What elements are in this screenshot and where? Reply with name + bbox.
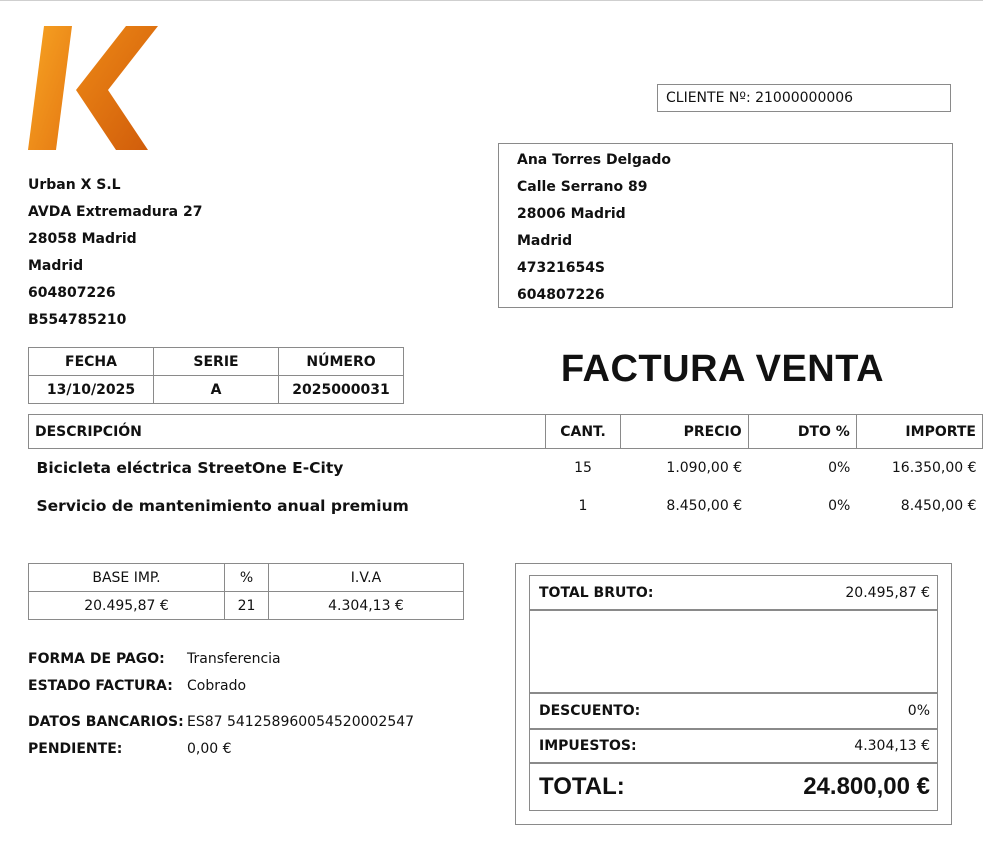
items-header-quantity: CANT. <box>546 415 621 449</box>
tax-header-vat: I.V.A <box>269 564 464 592</box>
table-row <box>29 487 983 525</box>
discount-row <box>529 694 938 728</box>
seller-name: Urban X S.L <box>28 177 121 193</box>
payment-method: Transferencia <box>187 651 281 667</box>
tax-header-rate: % <box>225 564 269 592</box>
item-description: Bicicleta eléctrica StreetOne E-City <box>36 459 344 477</box>
grand-total-row <box>529 765 938 809</box>
meta-date: 13/10/2025 <box>29 376 154 404</box>
meta-header-number: NÚMERO <box>279 348 404 376</box>
item-price: 1.090,00 € <box>666 460 743 476</box>
item-quantity: 1 <box>578 498 588 514</box>
bank-details: ES87 54125896005452000254​7 <box>187 714 415 730</box>
items-header-price: PRECIO <box>620 415 748 449</box>
top-border <box>0 0 983 1</box>
invoice-meta-table <box>28 347 404 404</box>
meta-header-date: FECHA <box>29 348 154 376</box>
total-gross-row <box>529 577 938 609</box>
item-amount: 16.350,00 € <box>891 460 977 476</box>
document-title: FACTURA VENTA <box>560 348 885 390</box>
seller-address: AVDA Extremadura 27 <box>28 204 203 220</box>
tax-rate: 21 <box>225 592 269 620</box>
grand-total: 24.800,00 € <box>803 773 930 800</box>
seller-postal-city: 28058 Madrid <box>28 231 137 247</box>
customer-address: Calle Serrano 89 <box>517 179 648 195</box>
items-header-discount: DTO % <box>748 415 856 449</box>
items-header-amount: IMPORTE <box>856 415 982 449</box>
payment-method-row <box>28 651 281 667</box>
table-row <box>29 449 983 488</box>
taxes-row <box>529 730 938 762</box>
divider <box>529 609 938 611</box>
invoice-status-label: ESTADO FACTURA: <box>28 678 173 694</box>
customer-tax-id: 47321654S <box>517 260 606 276</box>
discount-label: DESCUENTO: <box>539 703 641 719</box>
invoice-status: Cobrado <box>187 678 247 694</box>
seller-phone: 604807226 <box>28 285 116 301</box>
k-logo-icon <box>26 24 160 152</box>
seller-info <box>28 172 202 334</box>
meta-series: A <box>154 376 279 404</box>
bank-details-row <box>28 714 414 730</box>
item-discount: 0% <box>828 460 851 476</box>
client-number: CLIENTE Nº: 21000000006 <box>657 84 951 112</box>
customer-info <box>498 143 953 308</box>
item-discount: 0% <box>828 498 851 514</box>
pending-amount: 0,00 € <box>187 741 232 757</box>
payment-method-label: FORMA DE PAGO: <box>28 651 165 667</box>
items-header-description: DESCRIPCIÓN <box>29 415 546 449</box>
grand-total-label: TOTAL: <box>539 773 625 800</box>
total-gross-label: TOTAL BRUTO: <box>539 585 654 601</box>
tax-table <box>28 563 464 620</box>
seller-tax-id: B554785210 <box>28 312 127 328</box>
item-price: 8.450,00 € <box>666 498 743 514</box>
meta-number: 2025000031 <box>279 376 404 404</box>
bank-details-label: DATOS BANCARIOS: <box>28 714 184 730</box>
divider <box>529 762 938 764</box>
items-table <box>28 414 983 525</box>
pending-label: PENDIENTE: <box>28 741 123 757</box>
tax-base: 20.495,87 € <box>29 592 225 620</box>
total-gross: 20.495,87 € <box>845 585 930 601</box>
customer-name: Ana Torres Delgado <box>517 152 671 168</box>
customer-postal-city: 28006 Madrid <box>517 206 626 222</box>
discount-value: 0% <box>907 703 930 719</box>
customer-phone: 604807226 <box>517 287 605 303</box>
seller-province: Madrid <box>28 258 84 274</box>
pending-row <box>28 741 232 757</box>
customer-province: Madrid <box>517 233 573 249</box>
taxes-value: 4.304,13 € <box>854 738 930 754</box>
tax-header-base: BASE IMP. <box>29 564 225 592</box>
tax-vat: 4.304,13 € <box>269 592 464 620</box>
invoice-status-row <box>28 678 246 694</box>
item-amount: 8.450,00 € <box>900 498 977 514</box>
meta-header-series: SERIE <box>154 348 279 376</box>
item-quantity: 15 <box>574 460 592 476</box>
item-description: Servicio de mantenimiento anual premium <box>36 497 409 515</box>
taxes-label: IMPUESTOS: <box>539 738 637 754</box>
